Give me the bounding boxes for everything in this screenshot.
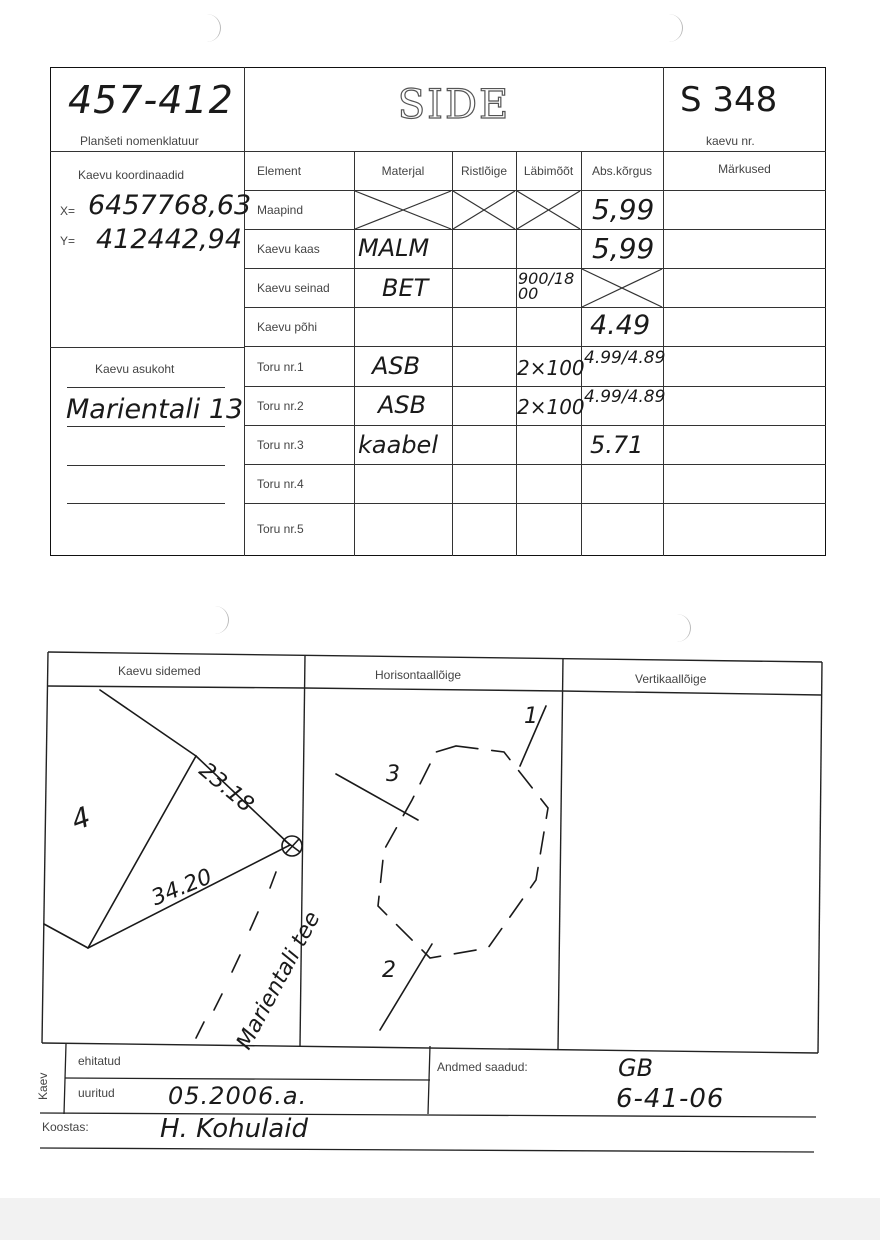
well-side-label: Kaev <box>36 1072 50 1100</box>
pipe-1-diameter: 2×100 <box>517 356 585 380</box>
distance-label-1: 23.18 <box>193 758 259 818</box>
walls-material: BET <box>382 274 429 302</box>
row-label-walls: Kaevu seinad <box>257 281 330 295</box>
compiled-value: H. Kohulaid <box>160 1114 308 1144</box>
well-number-label: kaevu nr. <box>706 134 755 148</box>
row-label-ground: Maapind <box>257 203 304 217</box>
pipe-1-material: ASB <box>372 352 421 380</box>
cover-elevation: 5,99 <box>592 232 655 265</box>
surveyed-label: uuritud <box>78 1086 115 1100</box>
row-label-pipe-4: Toru nr.4 <box>257 477 304 491</box>
x-prefix: X= <box>60 204 76 218</box>
pipe-2-label: 2 <box>382 958 396 983</box>
row-label-pipe-2: Toru nr.2 <box>257 399 304 413</box>
pipe-3-elevation: 5.71 <box>590 431 644 459</box>
y-prefix: Y= <box>60 234 76 248</box>
column-header-element: Element <box>257 164 302 178</box>
row-label-pipe-3: Toru nr.3 <box>257 438 304 452</box>
pipe-1-label: 1 <box>524 704 538 729</box>
coordinates-label: Kaevu koordinaadid <box>78 168 185 182</box>
nomenclature-label: Planšeti nomenklatuur <box>80 134 199 148</box>
pipe-2-diameter: 2×100 <box>517 395 585 419</box>
pipe-1-elevation: 4.99/4.89 <box>584 348 666 368</box>
column-header-cross-section: Ristlõige <box>460 164 508 178</box>
card-title: SIDE <box>397 82 511 128</box>
column-header-material: Materjal <box>381 164 425 178</box>
row-label-cover: Kaevu kaas <box>257 242 320 256</box>
nomenclature-value: 457-412 <box>68 78 234 122</box>
well-number-value: S 348 <box>680 80 778 120</box>
column-header-diameter: Läbimõõt <box>523 164 574 178</box>
data-source-value-1: GB <box>618 1054 654 1082</box>
x-coordinate: 6457768,63 <box>88 190 252 221</box>
row-label-pipe-1: Toru nr.1 <box>257 359 304 374</box>
section-header-vertical: Vertikaallõige <box>635 672 707 686</box>
location-value: Marientali 13 <box>66 394 244 425</box>
walls-diameter: 900/1800 <box>518 269 575 303</box>
column-header-elevation: Abs.kõrgus <box>591 164 653 178</box>
y-coordinate: 412442,94 <box>96 224 243 255</box>
street-label: Marientali tee <box>232 907 326 1054</box>
pipe-2-elevation: 4.99/4.89 <box>584 387 666 407</box>
ground-elevation: 5,99 <box>592 193 655 226</box>
pipe-3-label: 3 <box>386 762 400 787</box>
data-source-value-2: 6-41-06 <box>616 1084 725 1114</box>
cover-material: MALM <box>358 234 430 262</box>
pipe-3-material: kaabel <box>358 431 438 459</box>
location-label: Kaevu asukoht <box>95 362 175 376</box>
compiled-label: Koostas: <box>42 1120 89 1134</box>
section-header-connections: Kaevu sidemed <box>118 664 201 678</box>
pipe-2-material: ASB <box>378 391 427 419</box>
distance-label-2: 34.20 <box>148 864 216 912</box>
section-header-horizontal: Horisontaallõige <box>375 668 462 682</box>
neighbor-number: 4 <box>66 799 95 838</box>
surveyed-value: 05.2006.a. <box>168 1082 308 1110</box>
row-label-bottom: Kaevu põhi <box>257 320 318 334</box>
column-header-remarks: Märkused <box>718 162 771 176</box>
row-label-pipe-5: Toru nr.5 <box>257 522 304 536</box>
data-source-label: Andmed saadud: <box>437 1060 528 1074</box>
bottom-elevation: 4.49 <box>590 310 651 341</box>
built-label: ehitatud <box>78 1054 121 1068</box>
